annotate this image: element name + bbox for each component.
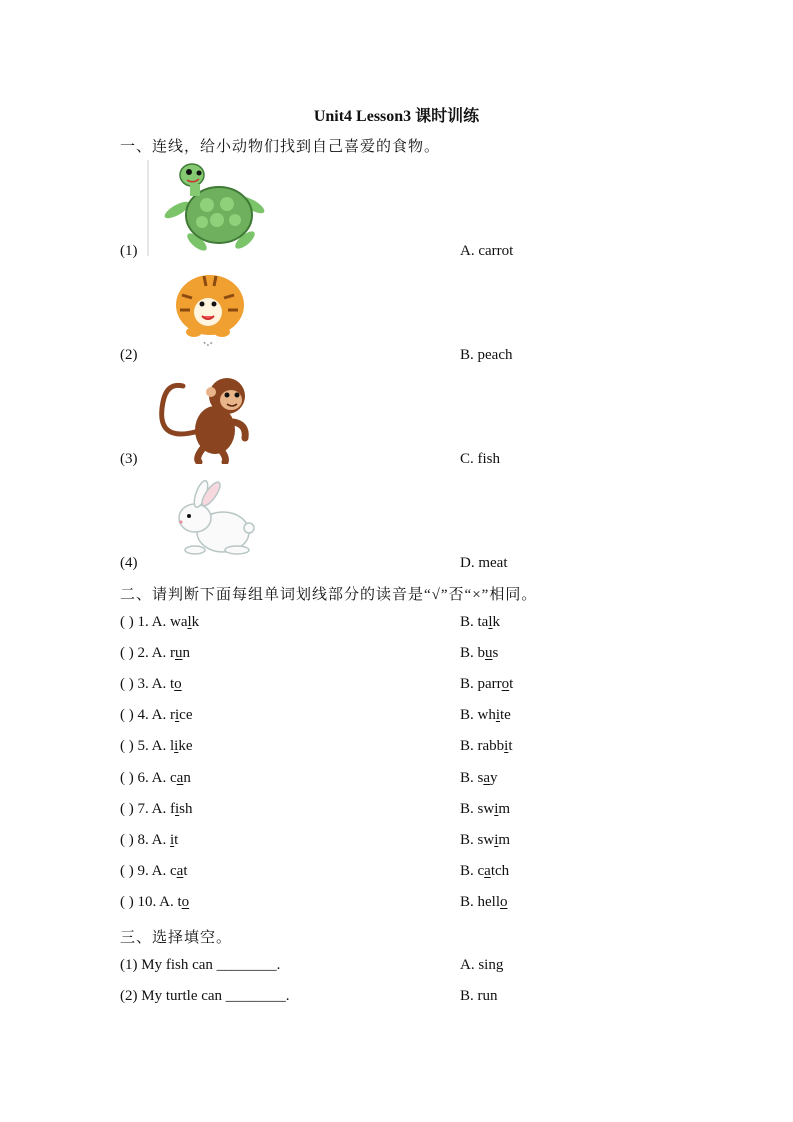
word-a: cat (170, 863, 188, 879)
food-option: A. carrot (460, 243, 514, 259)
phonics-word-b (460, 707, 511, 724)
phonics-row (120, 614, 680, 634)
phonics-word-a (120, 614, 199, 631)
phonics-word-b (460, 738, 513, 755)
phonics-row (120, 832, 680, 852)
phonics-row (120, 738, 680, 758)
word-b: B. say (460, 770, 498, 786)
word-a: fish (170, 801, 193, 817)
section-1-heading: 一、连线，给小动物们找到自己喜爱的食物。 (120, 139, 441, 155)
phonics-word-a (120, 645, 190, 662)
phonics-word-a (120, 801, 193, 818)
word-a: rice (170, 707, 193, 723)
phonics-row (120, 645, 680, 665)
phonics-number: ( ) 10. A. (120, 894, 178, 910)
matching-row-3 (120, 451, 680, 471)
phonics-number: ( ) 4. A. (120, 707, 170, 723)
fill-option: B. run (460, 988, 498, 1004)
food-option: D. meat (460, 555, 508, 571)
matching-row-2 (120, 347, 680, 367)
phonics-row (120, 707, 680, 727)
word-a: can (170, 770, 191, 786)
section-2-heading: 二、请判断下面每组单词划线部分的读音是“√”否“×”相同。 (120, 587, 538, 603)
word-a: run (170, 645, 190, 661)
word-b: B. swim (460, 832, 511, 848)
phonics-word-b (460, 770, 498, 787)
matching-num: (1) (120, 243, 138, 259)
matching-num: (2) (120, 347, 138, 363)
phonics-word-b (460, 645, 498, 662)
phonics-number: ( ) 5. A. (120, 738, 170, 754)
word-b: B. white (460, 707, 511, 723)
phonics-row (120, 863, 680, 883)
phonics-word-b (460, 832, 510, 849)
fill-question: (1) My fish can ________. (120, 957, 281, 973)
phonics-word-a (120, 707, 193, 724)
word-a: like (170, 738, 193, 754)
phonics-number: ( ) 2. A. (120, 645, 170, 661)
matching-num: (3) (120, 451, 138, 467)
food-option: B. peach (460, 347, 513, 363)
phonics-word-a (120, 863, 188, 880)
word-b: B. swim (460, 801, 511, 817)
turtle-icon (147, 160, 273, 256)
rabbit-icon (165, 480, 255, 560)
phonics-number: ( ) 7. A. (120, 801, 170, 817)
page-title: Unit4 Lesson3 课时训练 (313, 108, 480, 125)
phonics-number: ( ) 3. A. (120, 676, 170, 692)
fill-option: A. sing (460, 957, 504, 973)
phonics-word-a (120, 832, 178, 849)
phonics-word-b (460, 614, 500, 631)
word-a: walk (170, 614, 200, 630)
phonics-number: ( ) 1. A. (120, 614, 170, 630)
word-b: B. parrot (460, 676, 514, 692)
phonics-word-a (120, 894, 189, 911)
phonics-number: ( ) 8. A. (120, 832, 170, 848)
word-b: B. talk (460, 614, 501, 630)
phonics-word-b (460, 894, 508, 911)
word-b: B. hello (460, 894, 508, 910)
tiger-icon (174, 270, 246, 350)
word-a: to (170, 676, 182, 692)
phonics-word-a (120, 676, 182, 693)
phonics-word-b (460, 676, 513, 693)
food-option: C. fish (460, 451, 501, 467)
section-3-heading: 三、选择填空。 (120, 930, 233, 946)
matching-row-1 (120, 243, 680, 263)
word-b: B. catch (460, 863, 510, 879)
phonics-number: ( ) 6. A. (120, 770, 170, 786)
word-a: to (177, 894, 190, 910)
phonics-word-b (460, 801, 510, 818)
phonics-word-a (120, 770, 191, 787)
matching-row-4 (120, 555, 680, 575)
fill-row-1 (120, 957, 680, 977)
fill-row-2 (120, 988, 680, 1008)
word-b: B. rabbit (460, 738, 513, 754)
matching-num: (4) (120, 555, 138, 571)
phonics-word-b (460, 863, 509, 880)
phonics-number: ( ) 9. A. (120, 863, 170, 879)
phonics-row (120, 801, 680, 821)
word-b: B. bus (460, 645, 499, 661)
phonics-word-a (120, 738, 193, 755)
phonics-row (120, 894, 680, 914)
fill-question: (2) My turtle can ________. (120, 988, 290, 1004)
phonics-row (120, 770, 680, 790)
phonics-row (120, 676, 680, 696)
word-a: it (170, 832, 179, 848)
